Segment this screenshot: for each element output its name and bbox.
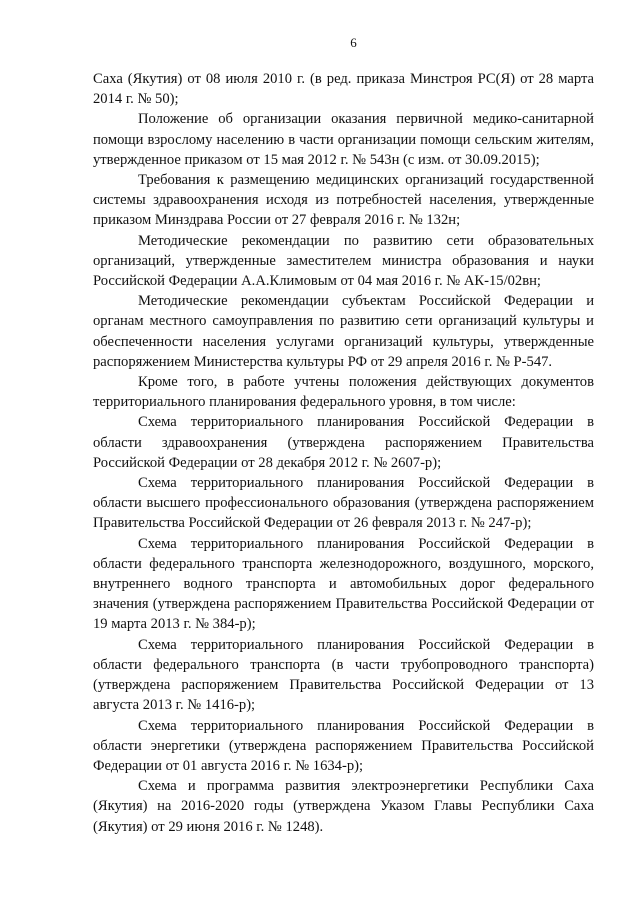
paragraph-primary-care-regulation: Положение об организации оказания первичной медико-санитарной помощи взрослому населению в части организации помощи сельским жителям, утвержденное приказом от 15 мая 2012 г. № 543н (с изм. от 30.09.2015); <box>93 111 594 168</box>
paragraph-scheme-pipeline-transport: Схема территориального планирования Российской Федерации в области федерального транспорта (в части трубопроводного транспорта) (утверждена распоряжением Правительства Российской Федерации от 13 августа 2013 г. № 1416-р); <box>93 636 594 714</box>
paragraph-federal-documents-intro: Кроме того, в работе учтены положения действующих документов территориального планирования федерального уровня, в том числе: <box>93 374 594 411</box>
paragraph-scheme-federal-transport: Схема территориального планирования Российской Федерации в области федерального транспорта железнодорожного, воздушного, морского, внутреннего водного транспорта и автомобильных дорог федерального значения (утверждена распоряжением Правительства Российской Федерации от 19 марта 2013 г. № 384-р); <box>93 535 594 633</box>
paragraph-culture-network-guidelines: Методические рекомендации субъектам Российской Федерации и органам местного самоуправления по развитию сети организаций культуры и обеспеченности населения услугами организаций культуры, утвержденные распоряжением Министерства культуры РФ от 29 апреля 2016 г. № Р-547. <box>93 293 594 370</box>
paragraph-electro-energy-program: Схема и программа развития электроэнергетики Республики Саха (Якутия) на 2016-2020 годы (утверждена Указом Главы Республики Саха (Якутия) от 29 июня 2016 г. № 1248). <box>93 778 594 835</box>
paragraph-education-network-guidelines: Методические рекомендации по развитию сети образовательных организаций, утвержденные заместителем министра образования и науки Российской Федерации А.А.Климовым от 04 мая 2016 г. № АК-15/02вн; <box>93 232 594 290</box>
paragraph-scheme-higher-education: Схема территориального планирования Российской Федерации в области высшего профессионального образования (утверждена распоряжением Правительства Российской Федерации от 26 февраля 2013 г. № 247-р); <box>93 475 594 532</box>
paragraph-scheme-healthcare: Схема территориального планирования Российской Федерации в области здравоохранения (утверждена распоряжением Правительства Российской Федерации от 28 декабря 2012 г. № 2607-р); <box>93 414 594 471</box>
page-number: 6 <box>350 35 357 50</box>
paragraph-continuation: Саха (Якутия) от 08 июля 2010 г. (в ред. приказа Минстроя РС(Я) от 28 марта 2014 г. № 50); <box>93 71 594 108</box>
paragraph-medical-placement-requirements: Требования к размещению медицинских организаций государственной системы здравоохранения исходя из потребностей населения, утвержденные приказом Минздрава России от 27 февраля 2016 г. № 132н; <box>93 172 594 229</box>
paragraph-scheme-energy: Схема территориального планирования Российской Федерации в области энергетики (утверждена распоряжением Правительства Российской Федерации от 01 августа 2016 г. № 1634-р); <box>93 717 594 774</box>
